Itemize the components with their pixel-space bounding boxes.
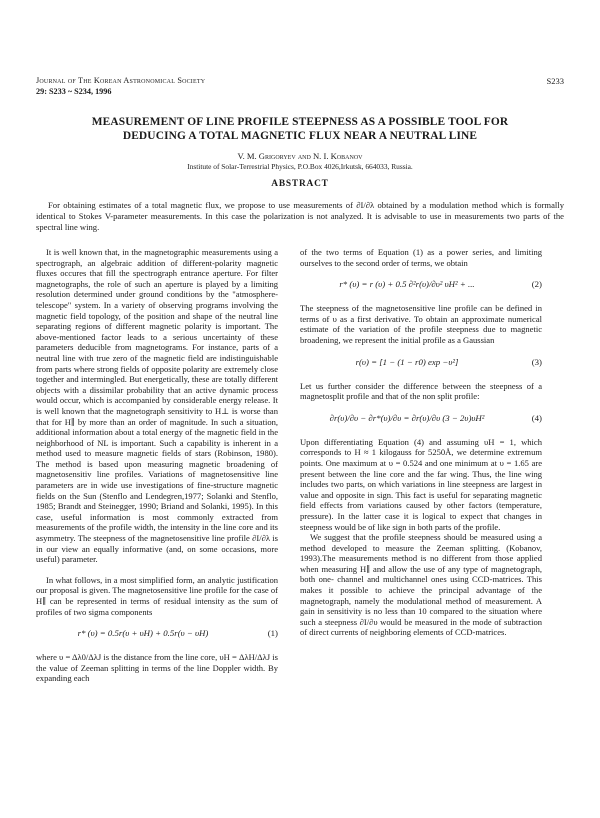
volume-line: 29: S233 ~ S234, 1996 (36, 86, 112, 96)
running-header (36, 76, 564, 97)
page-number: S233 (546, 76, 564, 86)
equation-3-formula: r(υ) = [1 − (1 − r0) exp −υ²] (355, 356, 459, 367)
equation-4 (300, 407, 542, 431)
equation-2-formula: r* (υ) = r (υ) + 0.5 ∂²r(υ)/∂υ² υH² + ... (339, 279, 475, 290)
equation-1-number: (1) (267, 628, 278, 639)
journal-volume (36, 87, 564, 98)
journal-name: Journal of The Korean Astronomical Society (36, 76, 206, 85)
equation-4-formula: ∂r(υ)/∂υ − ∂r*(υ)/∂υ = ∂r(υ)/∂υ (3 − 2υ)υH² (329, 412, 485, 423)
equation-1-formula: r* (υ) = 0.5r(υ + υH) + 0.5r(υ − υH) (77, 628, 209, 639)
title-line-1: MEASUREMENT OF LINE PROFILE STEEPNESS AS A POSSIBLE TOOL FOR (91, 116, 509, 128)
equation-1 (36, 622, 278, 646)
equation-2 (300, 273, 542, 297)
equation-3-number: (3) (531, 356, 542, 367)
title-line-2: DEDUCING A TOTAL MAGNETIC FLUX NEAR A NEUTRAL LINE (122, 130, 478, 142)
abstract-text: For obtaining estimates of a total magnetic flux, we propose to use measurements of ∂I/∂λ obtained by a modulation method which is formally identical to Stokes V-parameter measurements. In this case the polarization is not analyzed. It is advisable to use in measurements two parts of the spectral line wing. (36, 200, 564, 232)
body-paragraph: We suggest that the profile steepness should be measured using a method developed to measure the Zeeman splitting. (Kobanov, 1993).The measurements method is no different from those applied when measuring H∥ and allow the use of any type of magnetograph, both one- channel and multichannel ones using CCD-matrices. This makes it possible to achieve the principal advantage of the magnetograph, namely the modulational method of measurement. A gain in sensitivity is no less than 10 compared to the situation where such a steepness ∂I/∂υ would be measured in the mode of subtraction of direct currents of neighboring elements of CCD-matrices. (300, 532, 542, 638)
body-paragraph: of the two terms of Equation (1) as a power series, and limiting ourselves to the second order of terms, we obtain (300, 247, 542, 268)
author-affiliation: Institute of Solar-Terrestrial Physics, P.O.Box 4026,Irkutsk, 664033, Russia. (187, 162, 413, 171)
right-column (300, 247, 542, 638)
body-paragraph: It is well known that, in the magnetographic measurements using a spectrograph, an algebraic addition of different-polarity magnetic fluxes occures that fill the spectrograph entrance aperture. For filter magnetographs, the role of such an aperture is played by a limiting resolution determined under ground conditions by the "atmosphere-telescope" system. In a variety of observing programs involving the magnetic field topology, of the position and shape of the neutral line separating regions of different magnetic polarity is important. The above-mentioned factor leads to a serious uncertainty of these parameters deducible from magnetograms. For instance, parts of a neutral line with true zero of the magnetic field are indistinguishable from parts where strong fields of opposite polarity are extremely close together and intermingled. But energetically, these are totally different objects with a dissimilar probability that an active dynamic process would occur, which is accompanied by considerable energy release. It is well known that the magnetograph sensitivity to H⊥ is worse than that for H∥ by more than an order of magnitude. In such a situation, additional information about a total energy of the magnetic field in the neighborhood of NL is important. Such a capability is inherent in a method used to measure magnetic fields of stars (Robinson, 1980). The method is based upon measuring magnetic broadening of magnetosensitiv line profiles. Variations of magnetosensitive line parameters are in wide use investigations of fine-structure magnetic fields on the Sun (Stenflo and Lendegren,1977; Solanki and Stenflo, 1985; Brandt and Steinegger, 1990; Briand and Solanki, 1995). In this case, useful information is most commonly extracted from measurements of the profile width, the intensity in the line core and its asymmetry. The steepness of the magnetosensitive line profile ∂I/∂λ is in our view an equally informative (and, on some occasions, more useful) parameter. (36, 247, 278, 565)
body-paragraph: In what follows, in a most simplified form, an analytic justification our proposal is given. The magnetosensitive line profile for the case of H∥ can be represented in terms of residual intensity as the sum of profiles of two sigma components (36, 574, 278, 617)
equation-2-number: (2) (531, 279, 542, 290)
left-column (36, 247, 278, 684)
body-paragraph: where υ = Δλ0/ΔλJ is the distance from the line core, υH = ΔλH/ΔλJ is the value of Zeeman splitting in terms of the line Doppler width. By expanding each (36, 652, 278, 684)
equation-3 (300, 351, 542, 375)
equation-4-number: (4) (531, 412, 542, 423)
abstract-heading: ABSTRACT (271, 179, 329, 189)
author-list: V. M. Grigoryev and N. I. Kobanov (237, 151, 363, 161)
paper-title (30, 115, 570, 143)
body-paragraph: Let us further consider the difference between the steepness of a magnetosplit profile and that of the non split profile: (300, 380, 542, 402)
body-paragraph: The steepness of the magnetosensitive line profile can be defined in terms of υ as a first derivative. To obtain an approximate numerical estimate of the variation of the profile steepness due to magnetic broadening, we represent the initial profile as a Gaussian (300, 303, 542, 345)
body-paragraph: Upon differentiating Equation (4) and assuming υH = 1, which corresponds to H ≈ 1 kilogauss for 5250Å, we determine extremum points. One maximum at υ = 0.524 and one minimum at υ = 1.65 are present between the line core and the far wing. Thus, the line wing includes two parts, on which variations in line steepness are largest in value and opposite in sign. This fact is useful for separating magnetic field effects from variations caused by other factors (temperature, pressure). In the latter case it is logical to expect that changes in steepness would be of like sign in both parts of the profile. (300, 436, 542, 532)
